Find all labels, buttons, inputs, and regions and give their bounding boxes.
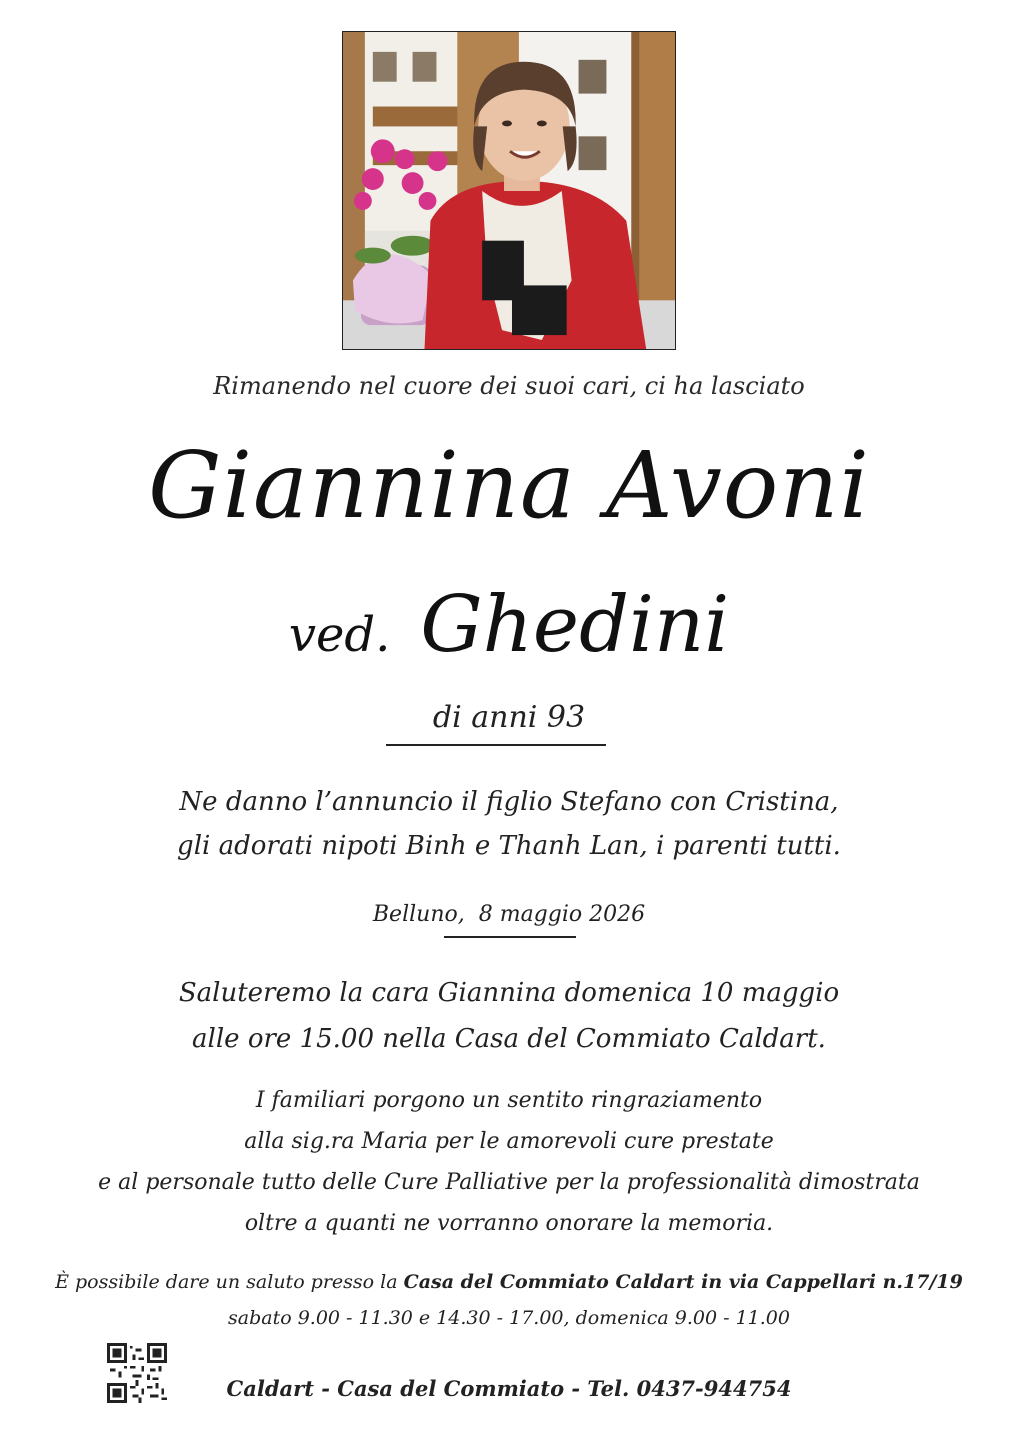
visit-intro: È possibile dare un saluto presso la [55, 1271, 404, 1293]
service-line: alle ore 15.00 nella Casa del Commiato Caldart. [192, 1024, 826, 1054]
announcement-line: Ne danno l’annuncio il figlio Stefano con Cristina, [179, 787, 839, 817]
widow-surname: Ghedini [420, 580, 730, 670]
portrait-image [343, 32, 675, 349]
age-divider [386, 744, 606, 746]
intro-text: Rimanendo nel cuore dei suoi cari, ci ha lasciato [213, 372, 805, 400]
widow-line [0, 580, 1018, 670]
portrait-photo [342, 31, 676, 350]
announcement [0, 780, 1018, 868]
date-divider [444, 936, 576, 938]
thanks-line: I familiari porgono un sentito ringraziamento [255, 1088, 763, 1113]
service-line: Saluteremo la cara Giannina domenica 10 maggio [178, 978, 840, 1008]
footer-contact: Caldart - Casa del Commiato - Tel. 0437-944754 [226, 1376, 792, 1401]
thanks-line: alla sig.ra Maria per le amorevoli cure prestate [244, 1129, 774, 1154]
deceased-name: Giannina Avoni [148, 432, 870, 539]
place-date: Belluno, 8 maggio 2026 [372, 902, 646, 927]
age-text: di anni 93 [432, 700, 586, 735]
visit-hours: sabato 9.00 - 11.30 e 14.30 - 17.00, domenica 9.00 - 11.00 [228, 1307, 790, 1329]
thanks-line: e al personale tutto delle Cure Palliative per la professionalità dimostrata [98, 1170, 920, 1195]
widow-prefix: ved. [288, 607, 391, 663]
announcement-line: gli adorati nipoti Binh e Thanh Lan, i parenti tutti. [177, 831, 841, 861]
service-info [0, 970, 1018, 1062]
thanks-line: oltre a quanti ne vorranno onorare la memoria. [244, 1211, 774, 1236]
visit-info [0, 1264, 1018, 1336]
thanks-text [0, 1080, 1018, 1244]
visit-location-line [0, 1264, 1018, 1300]
visit-location: Casa del Commiato Caldart in via Cappellari n.17/19 [403, 1271, 963, 1293]
